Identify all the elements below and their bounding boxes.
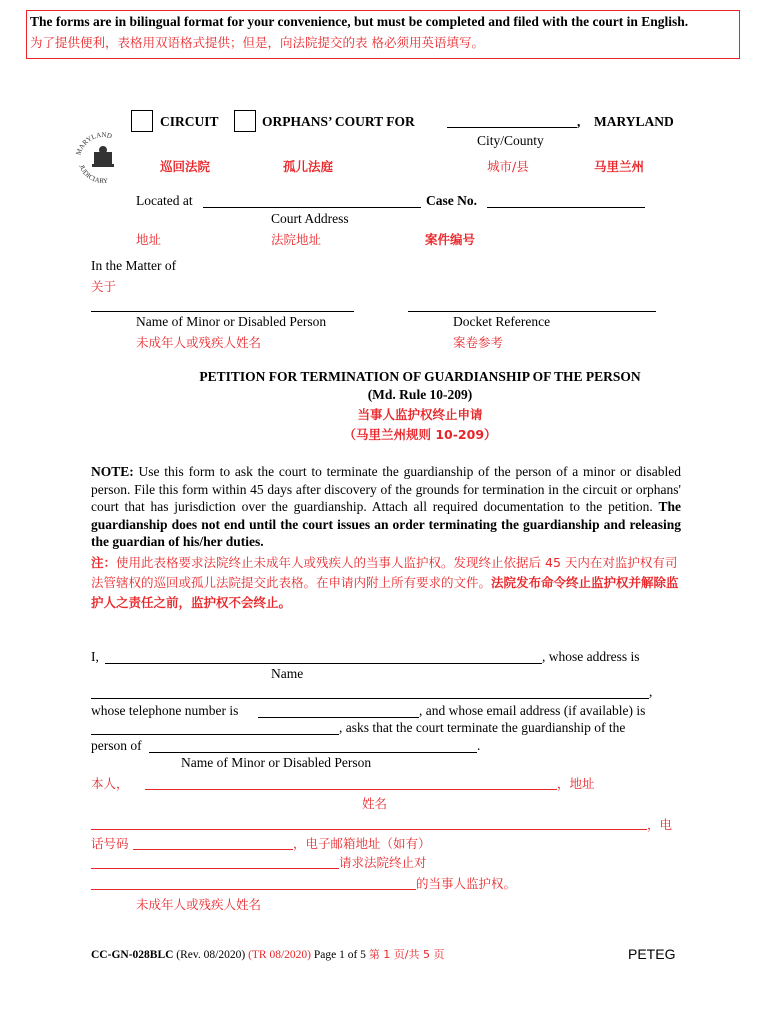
telephone-field[interactable] — [258, 717, 419, 718]
located-at-label: Located at — [136, 193, 193, 208]
city-county-label: City/County — [477, 133, 544, 148]
footer-form-no: CC-GN-028BLC — [91, 949, 174, 961]
notice-english: The forms are in bilingual format for your convenience, but must be completed and filed with the court in English. — [30, 14, 689, 29]
in-the-matter-of-label-zh: 关于 — [91, 279, 117, 294]
footer-page: Page 1 of 5 — [311, 949, 369, 961]
notice-chinese: 为了提供便利，表格用双语格式提供；但是，向法院提交的表 格必须用英语填写。 — [30, 35, 484, 50]
footer-code: PETEG — [628, 946, 676, 962]
telephone-field-zh[interactable] — [133, 849, 293, 850]
form-title: PETITION FOR TERMINATION OF GUARDIANSHIP OF THE PERSON — [199, 369, 641, 384]
footer-tr: (TR 08/2020) — [248, 949, 311, 961]
email-field-zh[interactable] — [91, 868, 339, 869]
phone-label-zh: 话号码 — [91, 836, 129, 851]
phone-tail-zh: ，电 — [647, 817, 673, 832]
orphans-court-checkbox[interactable] — [234, 110, 256, 132]
svg-text:MARYLAND: MARYLAND — [74, 130, 113, 157]
footer-form-info — [91, 946, 445, 962]
circuit-checkbox[interactable] — [131, 110, 153, 132]
orphans-label-zh: 孤儿法庭 — [283, 159, 334, 174]
footer-rev: (Rev. 08/2020) — [173, 949, 249, 961]
petitioner-name-field-zh[interactable] — [145, 789, 557, 790]
note-bold-text-zh: 法院发布命令终止监护权并解除监护人之责任之前，监护权不会终止。 — [91, 575, 679, 610]
svg-text:JUDICIARY: JUDICIARY — [77, 163, 109, 186]
email-label-zh: ，电子邮箱地址（如有） — [293, 836, 431, 851]
petitioner-address-field-zh[interactable] — [91, 829, 647, 830]
docket-reference-label-zh: 案卷参考 — [453, 335, 504, 350]
name-label-zh: 姓名 — [362, 796, 388, 811]
note-bold-text: The guardianship does not end until the court issues an order terminating the guardianship and releasing the guardian of his/her duties. — [91, 499, 681, 550]
person-of-period: . — [477, 738, 481, 753]
guardianship-label-zh: 的当事人监护权。 — [416, 876, 517, 891]
circuit-label-zh: 巡回法院 — [160, 159, 211, 174]
address-comma: , — [649, 684, 653, 699]
court-address-label: Court Address — [271, 211, 349, 226]
city-county-label-zh: 城市/县 — [487, 159, 529, 174]
note-label: NOTE: — [91, 464, 134, 479]
person-of-label: person of — [91, 738, 142, 753]
name-label: Name — [271, 666, 304, 681]
form-title-zh: 当事人监护权终止申请 — [357, 407, 483, 422]
email-label: , and whose email address (if available) is — [419, 703, 646, 718]
email-field[interactable] — [91, 734, 339, 735]
docket-reference-label: Docket Reference — [453, 314, 551, 329]
note-paragraph-zh — [91, 553, 681, 613]
asks-that-label: , asks that the court terminate the guardianship of the — [339, 720, 626, 735]
form-rule-zh: （马里兰州规则 10-209） — [343, 427, 497, 442]
petition-i: I, — [91, 649, 99, 664]
person-of-field[interactable] — [149, 752, 477, 753]
note-text: Use this form to ask the court to terminate the guardianship of the person of a minor or disabled person. File this form within 45 days after discovery of the grounds for termination in the circuit or orphans' court that has jurisdiction over the guardianship. Attach all required documentation to the petition. — [91, 464, 681, 515]
petitioner-address-field[interactable] — [91, 698, 649, 699]
circuit-label: CIRCUIT — [160, 114, 219, 129]
person-of-field-zh[interactable] — [91, 889, 416, 890]
maryland-label-zh: 马里兰州 — [594, 159, 645, 174]
comma: , — [577, 114, 581, 129]
whose-address-label: , whose address is — [542, 649, 640, 664]
case-number-field[interactable] — [487, 207, 645, 208]
minor-name-label: Name of Minor or Disabled Person — [136, 314, 327, 329]
name-minor-label: Name of Minor or Disabled Person — [181, 755, 372, 770]
city-county-field[interactable] — [447, 127, 577, 128]
petitioner-name-field[interactable] — [105, 663, 542, 664]
located-at-label-zh: 地址 — [136, 232, 162, 247]
form-rule: (Md. Rule 10-209) — [367, 387, 473, 402]
docket-reference-field[interactable] — [408, 311, 656, 312]
petition-i-zh: 本人， — [91, 776, 129, 791]
note-label-zh: 注： — [91, 555, 117, 570]
case-no-label: Case No. — [426, 193, 477, 208]
name-minor-label-zh: 未成年人或残疾人姓名 — [136, 897, 262, 912]
asks-label-zh: 请求法院终止对 — [339, 855, 427, 870]
court-address-field[interactable] — [203, 207, 421, 208]
footer-page-zh: 第 1 页/共 5 页 — [368, 948, 445, 961]
case-no-label-zh: 案件编号 — [425, 232, 476, 247]
note-paragraph — [91, 463, 681, 551]
minor-name-label-zh: 未成年人或残疾人姓名 — [136, 335, 262, 350]
maryland-label: MARYLAND — [594, 114, 674, 129]
bilingual-notice-box — [26, 10, 740, 59]
maryland-judiciary-seal — [72, 126, 134, 188]
telephone-label: whose telephone number is — [91, 703, 239, 718]
in-the-matter-of-label: In the Matter of — [91, 258, 177, 273]
orphans-court-label: ORPHANS’ COURT FOR — [262, 114, 415, 129]
address-label-zh: ，地址 — [557, 776, 595, 791]
minor-name-field[interactable] — [91, 311, 354, 312]
court-address-label-zh: 法院地址 — [271, 232, 322, 247]
note-text-zh: 使用此表格要求法院终止未成年人或残疾人的当事人监护权。发现终止依据后 45 天内在对监护权有司法管辖权的巡回或孤儿法院提交此表格。在申请内附上所有要求的文件。 — [91, 555, 678, 590]
